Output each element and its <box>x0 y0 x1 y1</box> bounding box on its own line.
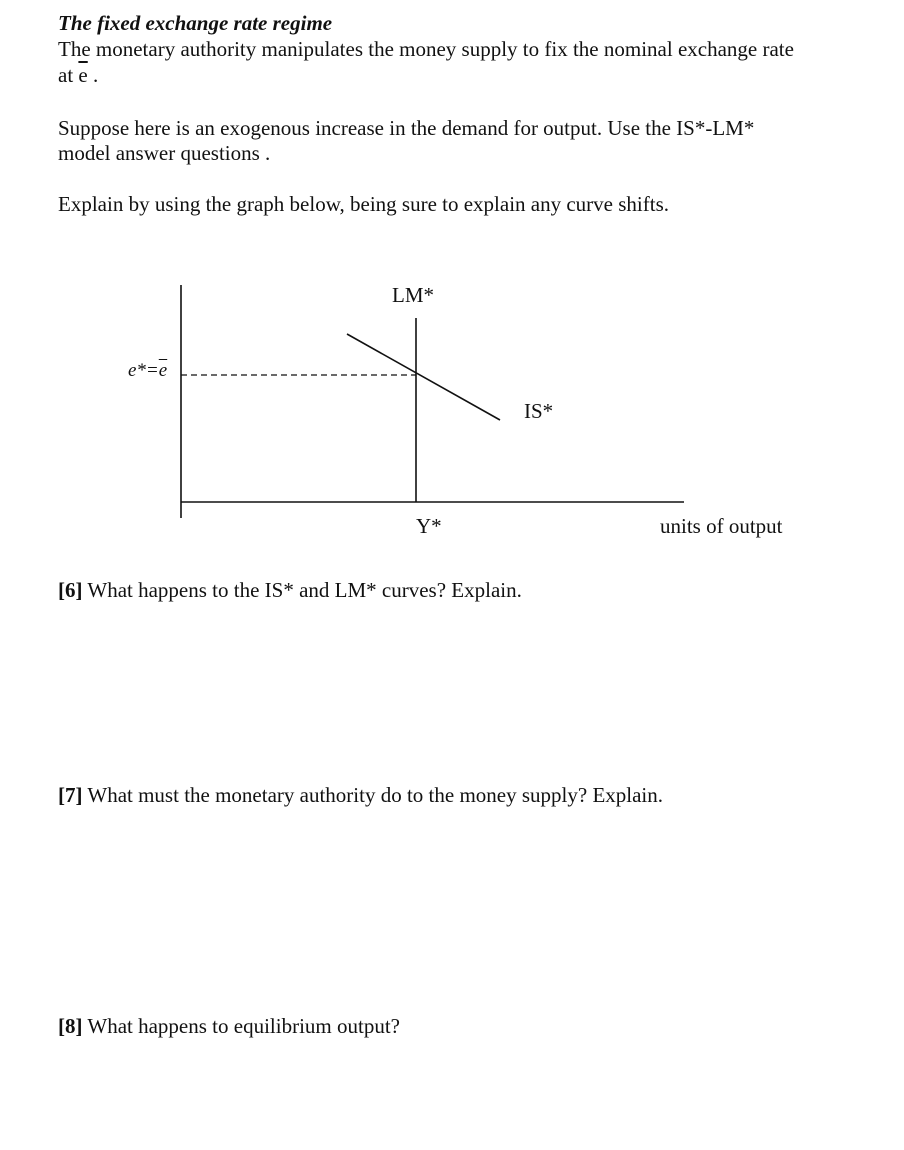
question-6-number: [6] <box>58 578 83 602</box>
question-8-number: [8] <box>58 1014 83 1038</box>
e-star-left: e*= <box>128 360 159 381</box>
x-axis-label: units of output <box>660 514 783 538</box>
e-bar-symbol-graph: $\overline{e}$ <box>158 360 168 381</box>
question-7-number: [7] <box>58 783 83 807</box>
question-8 <box>58 1014 400 1039</box>
y-star-label: Y* <box>416 514 442 538</box>
lm-label: LM* <box>392 283 434 307</box>
prompt-instruction: Explain by using the graph below, being sure to explain any curve shifts. <box>58 192 669 216</box>
question-6 <box>58 578 522 603</box>
section-title: The fixed exchange rate regime <box>58 11 333 35</box>
is-label: IS* <box>524 399 554 423</box>
question-7-text: What must the monetary authority do to the money supply? Explain. <box>87 783 664 807</box>
is-curve <box>347 334 500 420</box>
e-bar-symbol: $\overline{e}$ <box>78 63 88 87</box>
intro-line-2-prefix: at <box>58 63 74 87</box>
prompt-line-1: Suppose here is an exogenous increase in the demand for output. Use the IS*-LM* <box>58 116 755 140</box>
question-8-text: What happens to equilibrium output? <box>87 1014 400 1038</box>
intro-line-2-suffix: . <box>92 63 99 87</box>
question-6-text: What happens to the IS* and LM* curves? Explain. <box>87 578 522 602</box>
is-lm-graph <box>0 0 904 560</box>
intro-line-1: The monetary authority manipulates the money supply to fix the nominal exchange rate <box>58 37 794 61</box>
question-7 <box>58 783 663 808</box>
e-star-label <box>128 360 167 382</box>
prompt-line-2: model answer questions . <box>58 141 271 165</box>
